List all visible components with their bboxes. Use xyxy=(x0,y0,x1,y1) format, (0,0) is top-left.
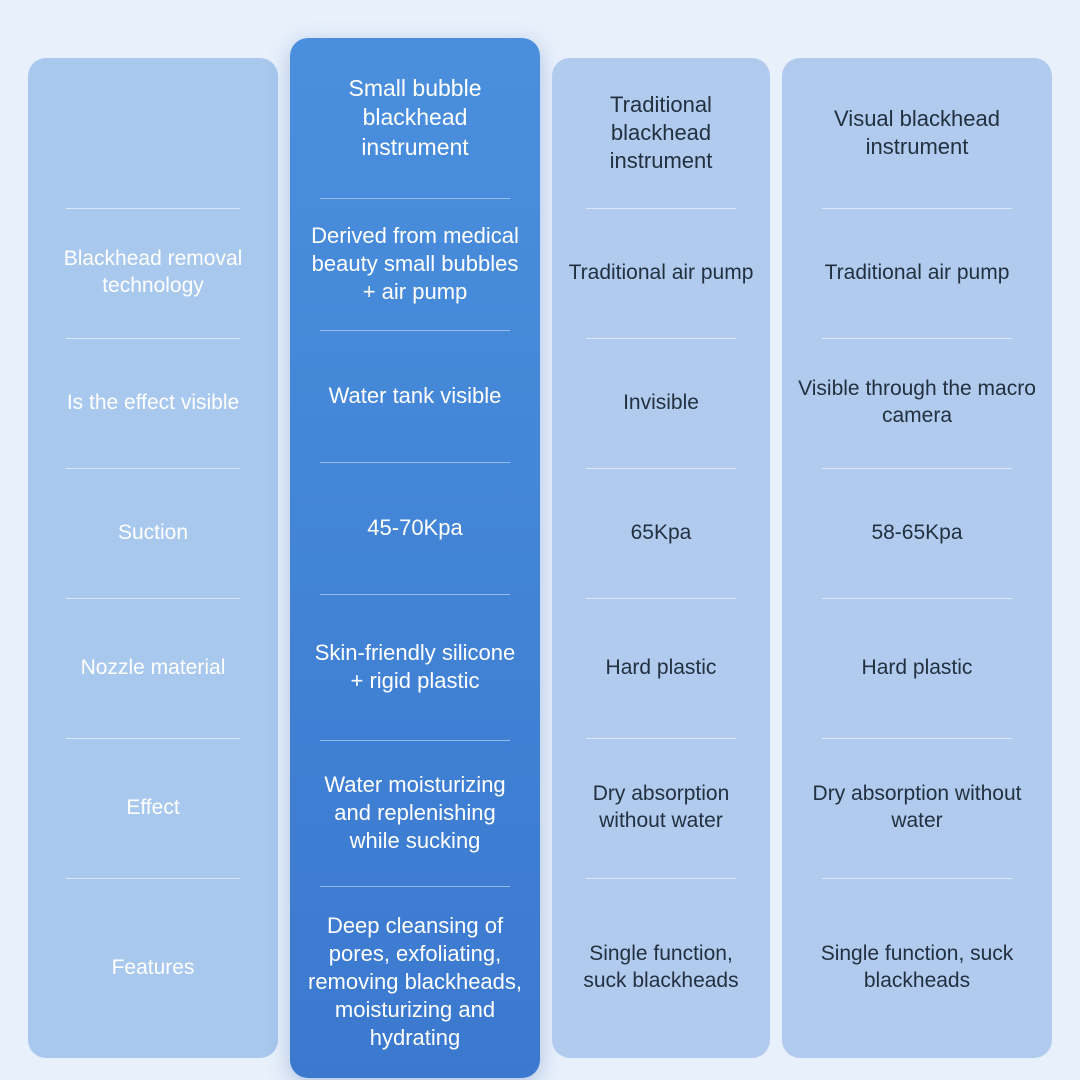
label-cell-suction xyxy=(38,468,268,598)
traditional-cell-header xyxy=(562,58,760,208)
small-bubble-features-text: Deep cleansing of pores, exfoliating, removing blackheads, moisturizing and hydrating xyxy=(308,912,523,1051)
visual-cell-effect xyxy=(792,738,1042,878)
label-cell-features xyxy=(38,878,268,1058)
visual-nozzle-material-text: Hard plastic xyxy=(861,655,973,679)
small-bubble-suction-text: 45-70Kpa xyxy=(367,514,463,540)
visual-header-text: Visual blackhead instrument xyxy=(834,105,1000,159)
visual-effect-text: Dry absorption without water xyxy=(812,782,1022,832)
traditional-cell-effect xyxy=(562,738,760,878)
visual-cell-suction xyxy=(792,468,1042,598)
visual-cell-header xyxy=(792,58,1042,208)
traditional-suction-text: 65Kpa xyxy=(630,520,692,544)
traditional-effect-visible-text: Invisible xyxy=(623,390,699,414)
label-cell-header xyxy=(38,58,268,208)
traditional-cell-suction xyxy=(562,468,760,598)
label-cell-technology xyxy=(38,208,268,338)
small-bubble-effect-visible-text: Water tank visible xyxy=(328,382,502,408)
label-cell-nozzle-material xyxy=(38,598,268,738)
traditional-effect-text: Dry absorption without water xyxy=(592,782,730,832)
small-bubble-cell-effect-visible xyxy=(302,330,528,462)
traditional-cell-effect-visible xyxy=(562,338,760,468)
small-bubble-cell-nozzle-material xyxy=(302,594,528,740)
traditional-header-text: Traditional blackhead instrument xyxy=(609,91,713,174)
visual-cell-features xyxy=(792,878,1042,1058)
labels-column xyxy=(28,58,278,1058)
visual-cell-technology xyxy=(792,208,1042,338)
label-cell-effect xyxy=(38,738,268,878)
label-suction-text: Suction xyxy=(117,520,189,544)
visual-features-text: Single function, suck blackheads xyxy=(820,942,1014,992)
small-bubble-effect-text: Water moisturizing and replenishing while sucking xyxy=(324,771,506,854)
small-bubble-nozzle-material-text: Skin-friendly silicone + rigid plastic xyxy=(314,639,516,693)
small-bubble-technology-text: Derived from medical beauty small bubbles + air pump xyxy=(311,222,519,305)
label-effect-text: Effect xyxy=(126,795,180,819)
traditional-technology-text: Traditional air pump xyxy=(568,260,754,284)
label-technology-text: Blackhead removal technology xyxy=(63,247,243,297)
small-bubble-cell-technology xyxy=(302,198,528,330)
small-bubble-cell-effect xyxy=(302,740,528,886)
visual-effect-visible-text: Visible through the macro camera xyxy=(798,377,1036,427)
traditional-features-text: Single function, suck blackheads xyxy=(583,942,739,992)
traditional-cell-nozzle-material xyxy=(562,598,760,738)
small-bubble-cell-header xyxy=(302,38,528,198)
label-effect-visible-text: Is the effect visible xyxy=(66,390,240,414)
label-nozzle-material-text: Nozzle material xyxy=(80,655,226,679)
small-bubble-cell-features xyxy=(302,886,528,1078)
visual-technology-text: Traditional air pump xyxy=(824,260,1010,284)
visual-suction-text: 58-65Kpa xyxy=(871,520,963,544)
small-bubble-cell-suction xyxy=(302,462,528,594)
traditional-column[interactable] xyxy=(552,58,770,1058)
label-features-text: Features xyxy=(111,955,195,979)
visual-cell-effect-visible xyxy=(792,338,1042,468)
small-bubble-header-text: Small bubble blackhead instrument xyxy=(348,74,482,160)
visual-cell-nozzle-material xyxy=(792,598,1042,738)
visual-column[interactable] xyxy=(782,58,1052,1058)
small-bubble-column[interactable] xyxy=(290,38,540,1078)
label-cell-effect-visible xyxy=(38,338,268,468)
traditional-cell-technology xyxy=(562,208,760,338)
traditional-cell-features xyxy=(562,878,760,1058)
traditional-nozzle-material-text: Hard plastic xyxy=(605,655,717,679)
